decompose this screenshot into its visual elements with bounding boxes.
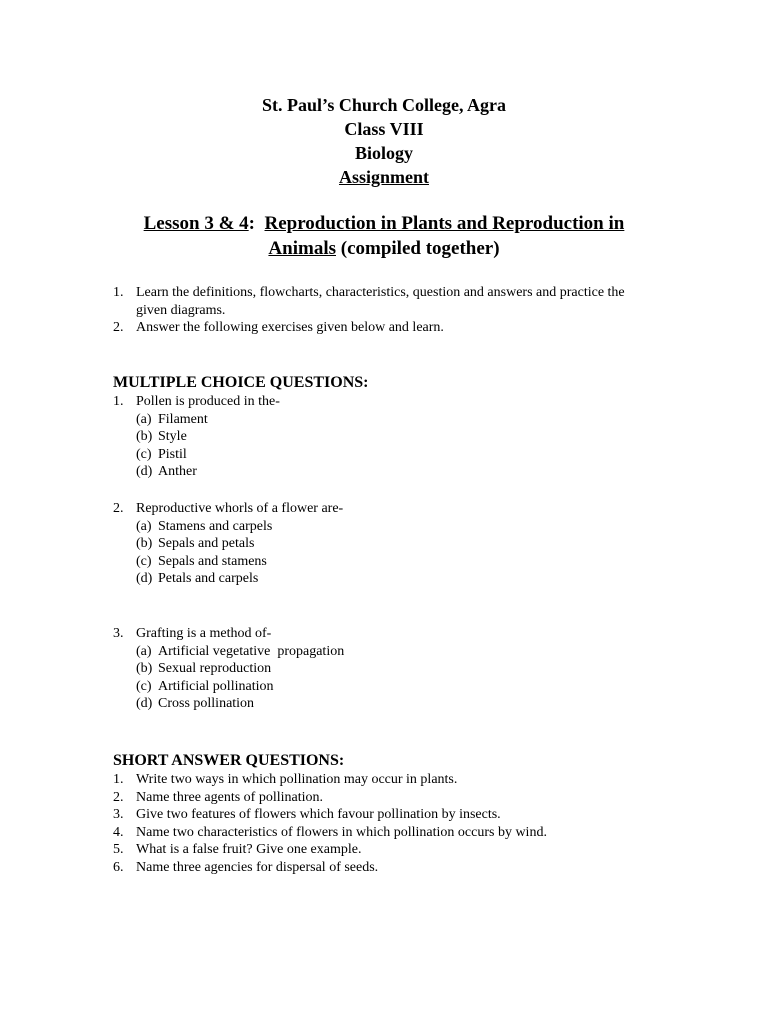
saq-text: Give two features of flowers which favour pollination by insects.	[136, 807, 501, 822]
mcq-question	[113, 500, 673, 518]
instruction-text: Answer the following exercises given below and learn.	[136, 320, 444, 335]
saq-item	[113, 841, 673, 859]
option-label: (a)	[136, 518, 152, 534]
mcq-option	[113, 411, 673, 429]
saq-number: 3.	[113, 807, 124, 822]
option-text: Artificial vegetative propagation	[158, 643, 345, 659]
option-text: Style	[158, 429, 187, 444]
lesson-title	[0, 211, 768, 261]
option-text: Filament	[158, 411, 208, 427]
mcq-question	[113, 393, 673, 411]
mcq-option	[113, 535, 673, 553]
option-text: Stamens and carpels	[158, 518, 273, 534]
option-label: (c)	[136, 553, 152, 569]
question-number: 3.	[113, 626, 124, 641]
option-text: Sepals and petals	[158, 536, 255, 551]
lesson-label: Lesson 3 & 4	[143, 213, 249, 234]
mcq-option	[113, 428, 673, 446]
instruction-number: 1.	[113, 285, 124, 300]
mcq-option	[113, 678, 673, 696]
saq-text: Name three agents of pollination.	[136, 789, 323, 805]
mcq-option	[113, 643, 673, 661]
mcq-option	[113, 553, 673, 571]
option-label: (b)	[136, 429, 153, 444]
lesson-title-rest: (compiled together)	[336, 238, 500, 259]
saq-text: Name two characteristics of flowers in which pollination occurs by wind.	[136, 824, 547, 840]
mcq-option	[113, 463, 673, 481]
saq-list	[113, 771, 673, 876]
mcq-question-3	[113, 625, 673, 713]
option-label: (d)	[136, 696, 153, 711]
mcq-option	[113, 695, 673, 713]
saq-item	[113, 789, 673, 807]
option-label: (c)	[136, 446, 152, 462]
option-label: (d)	[136, 571, 153, 586]
class-name: Class VIII	[344, 119, 424, 139]
mcq-question	[113, 625, 673, 643]
subject-name: Biology	[354, 143, 413, 163]
option-text: Petals and carpels	[158, 571, 259, 586]
option-label: (a)	[136, 411, 152, 427]
question-text: Reproductive whorls of a flower are-	[136, 501, 344, 516]
option-label: (a)	[136, 643, 152, 659]
option-text: Anther	[158, 464, 197, 479]
saq-item	[113, 771, 673, 789]
option-label: (c)	[136, 678, 152, 694]
option-text: Sepals and stamens	[158, 553, 267, 569]
college-name: St. Paul’s Church College, Agra	[261, 95, 506, 115]
mcq-section-title: MULTIPLE CHOICE QUESTIONS:	[113, 374, 369, 391]
saq-text: What is a false fruit? Give one example.	[136, 842, 362, 857]
instruction-number: 2.	[113, 320, 124, 335]
saq-number: 5.	[113, 842, 124, 857]
mcq-question-1	[113, 393, 673, 481]
mcq-option	[113, 660, 673, 678]
mcq-options	[113, 518, 673, 588]
document-type: Assignment	[338, 167, 429, 187]
document-header	[0, 93, 768, 189]
saq-number: 6.	[113, 859, 124, 875]
saq-item	[113, 859, 673, 877]
question-text: Grafting is a method of-	[136, 626, 272, 641]
mcq-options	[113, 643, 673, 713]
instruction-text: Learn the definitions, flowcharts, characteristics, question and answers and practice the given diagrams.	[136, 285, 625, 318]
option-text: Artificial pollination	[158, 678, 274, 694]
saq-text: Name three agencies for dispersal of seeds.	[136, 859, 379, 875]
question-number: 2.	[113, 501, 124, 516]
saq-number: 1.	[113, 772, 124, 787]
option-text: Pistil	[158, 446, 187, 462]
saq-item	[113, 806, 673, 824]
saq-number: 2.	[113, 789, 124, 805]
option-text: Cross pollination	[158, 696, 255, 711]
lesson-colon: :	[248, 213, 255, 234]
instruction-item	[113, 319, 673, 337]
question-text: Pollen is produced in the-	[136, 394, 280, 409]
instructions-list	[113, 284, 673, 337]
saq-item	[113, 824, 673, 842]
option-text: Sexual reproduction	[158, 661, 272, 676]
lesson-title-line1: Reproduction in Plants and Reproduction in	[264, 213, 625, 234]
option-label: (b)	[136, 661, 153, 676]
mcq-option	[113, 570, 673, 588]
option-label: (b)	[136, 536, 153, 551]
option-label: (d)	[136, 464, 153, 479]
question-number: 1.	[113, 394, 124, 409]
mcq-option	[113, 446, 673, 464]
lesson-title-animals: Animals	[268, 238, 336, 259]
saq-text: Write two ways in which pollination may occur in plants.	[136, 772, 458, 787]
instruction-item	[113, 284, 673, 319]
mcq-option	[113, 518, 673, 536]
saq-section-title: SHORT ANSWER QUESTIONS:	[113, 752, 345, 769]
mcq-question-2	[113, 500, 673, 588]
saq-number: 4.	[113, 824, 124, 840]
mcq-options	[113, 411, 673, 481]
